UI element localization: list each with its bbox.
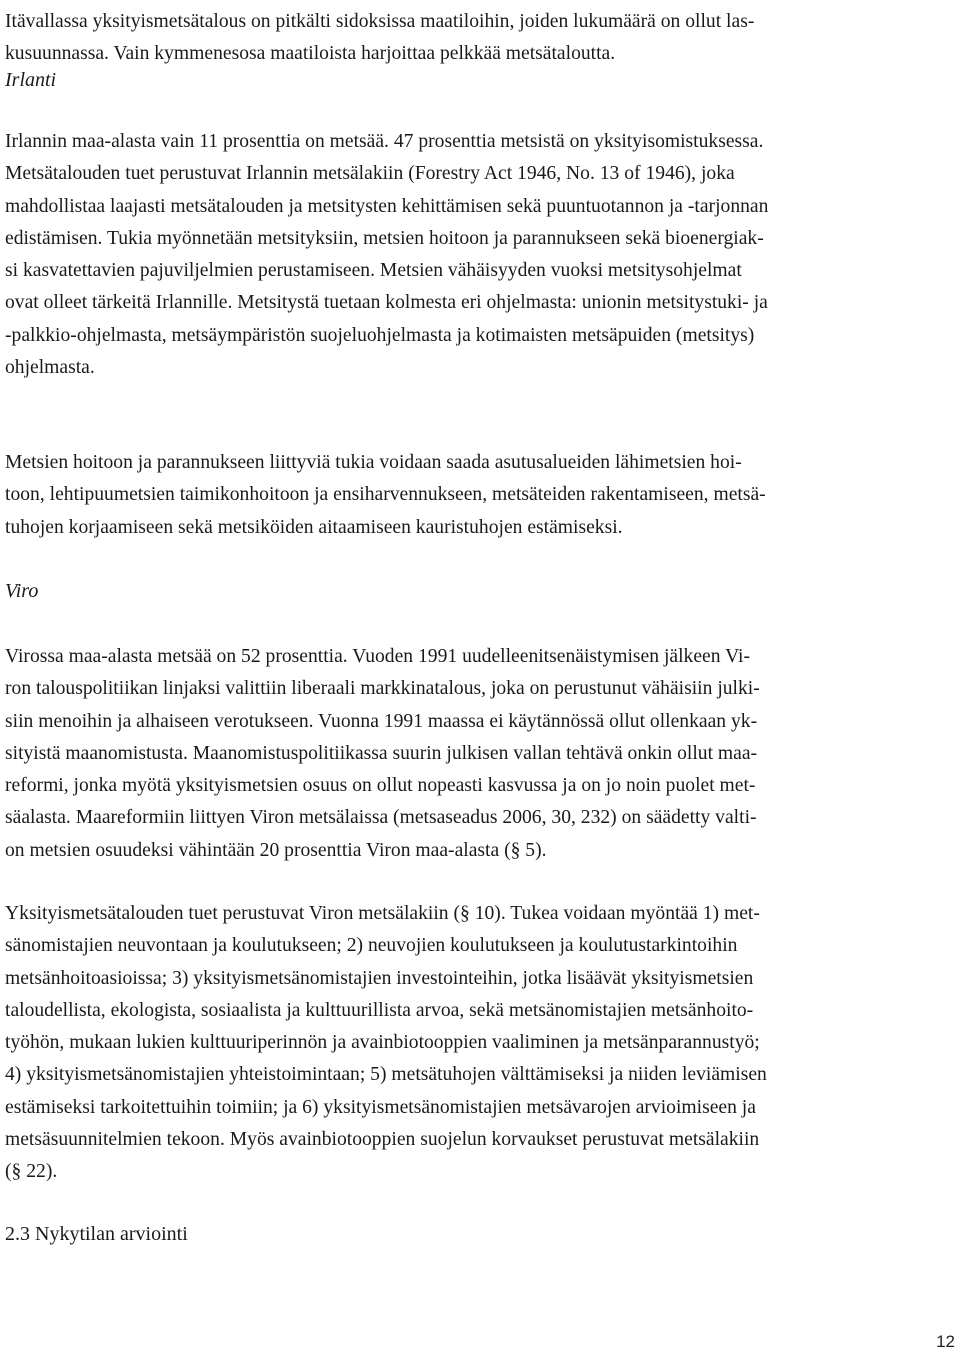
heading-estonia: Viro (5, 580, 39, 602)
paragraph-text: Yksityismetsätalouden tuet perustuvat Viron metsälakiin (§ 10). Tukea voidaan myöntää 1) met- sänomistajien neuvontaan ja koulutukseen; 2) neuvojien koulutukseen ja koulutustarkintoihin metsänhoitoasioissa; 3) yksityismetsänomistajien investointeihin, jotka lisäävät yksityismetsien taloudellista, ekologista, sosiaalista ja kulttuurillista arvoa, sekä metsänomistajien metsänhoito- työhön, mukaan lukien kulttuuriperinnön ja avainbiotooppien vaaliminen ja metsänparannustyö; 4) yksityismetsänomistajien yhteistoimintaan; 5) metsätuhojen välttämiseksi ja niiden leviämisen estämiseksi tarkoitettuihin toimiin; ja 6) yksityismetsänomistajien metsävarojen arvioimiseen ja metsäsuunnitelmien tekoon. Myös avainbiotooppien suojelun korvaukset perustuvat metsälakiin (§ 22). (5, 903, 767, 1183)
paragraph-estonia (5, 641, 955, 867)
paragraph-estonia-support (5, 898, 955, 1189)
paragraph-ireland-support (5, 447, 955, 544)
paragraph-text: Irlannin maa-alasta vain 11 prosenttia on metsää. 47 prosenttia metsistä on yksityisomistuksessa. Metsätalouden tuet perustuvat Irlannin metsälakiin (Forestry Act 1946, No. 13 of 1946), joka mahdollistaa laajasti metsätalouden ja metsitysten kehittämisen sekä puuntuotannon ja -tarjonnan edistämisen. Tukia myönnetään metsityksiin, metsien hoitoon ja parannukseen sekä bioenergiak- si kasvatettavien pajuviljelmien perustamiseen. Metsien vähäisyyden vuoksi metsitysohjelmat ovat olleet tärkeitä Irlannille. Metsitystä tuetaan kolmesta eri ohjelmasta: unionin metsitystuki- ja -palkkio-ohjelmasta, metsäympäristön suojeluohjelmasta ja kotimaisten metsäpuiden (metsitys) ohjelmasta. (5, 131, 769, 379)
paragraph-text: Itävallassa yksityismetsätalous on pitkälti sidoksissa maatiloihin, joiden lukumäärä on ollut las- kusuunnassa. Vain kymmenesosa maatiloista harjoittaa pelkkää metsätaloutta. (5, 11, 755, 65)
heading-ireland: Irlanti (5, 69, 57, 91)
document-page (5, 0, 955, 1356)
paragraph-text: Virossa maa-alasta metsää on 52 prosenttia. Vuoden 1991 uudelleenitsenäistymisen jälkeen Vi- ron talouspolitiikan linjaksi valittiin liberaali markkinatalous, joka on perustunut vähäisiin julki- siin menoihin ja alhaiseen verotukseen. Vuonna 1991 maassa ei käytännössä ollut ollenkaan yk- sityistä maanomistusta. Maanomistuspolitiikassa suurin julkisen vallan tehtävä onkin ollut maa- reformi, jonka myötä yksityismetsien osuus on ollut nopeasti kasvussa ja on jo noin puolet met- säalasta. Maareformiin liittyen Viron metsälaissa (metsaseadus 2006, 30, 232) on säädetty valti- on metsien osuudeksi vähintään 20 prosenttia Viron maa-alasta (§ 5). (5, 646, 760, 861)
paragraph-austria (5, 6, 955, 71)
page-number: 12 (936, 1332, 955, 1351)
paragraph-text: Metsien hoitoon ja parannukseen liittyviä tukia voidaan saada asutusalueiden lähimetsien hoi- toon, lehtipuumetsien taimikonhoitoon ja ensiharvennukseen, metsäteiden rakentamiseen, metsä- tuhojen korjaamiseen sekä metsiköiden aitaamiseen kauristuhojen estämiseksi. (5, 452, 766, 538)
paragraph-ireland (5, 126, 955, 384)
section-heading: 2.3 Nykytilan arviointi (5, 1223, 188, 1245)
